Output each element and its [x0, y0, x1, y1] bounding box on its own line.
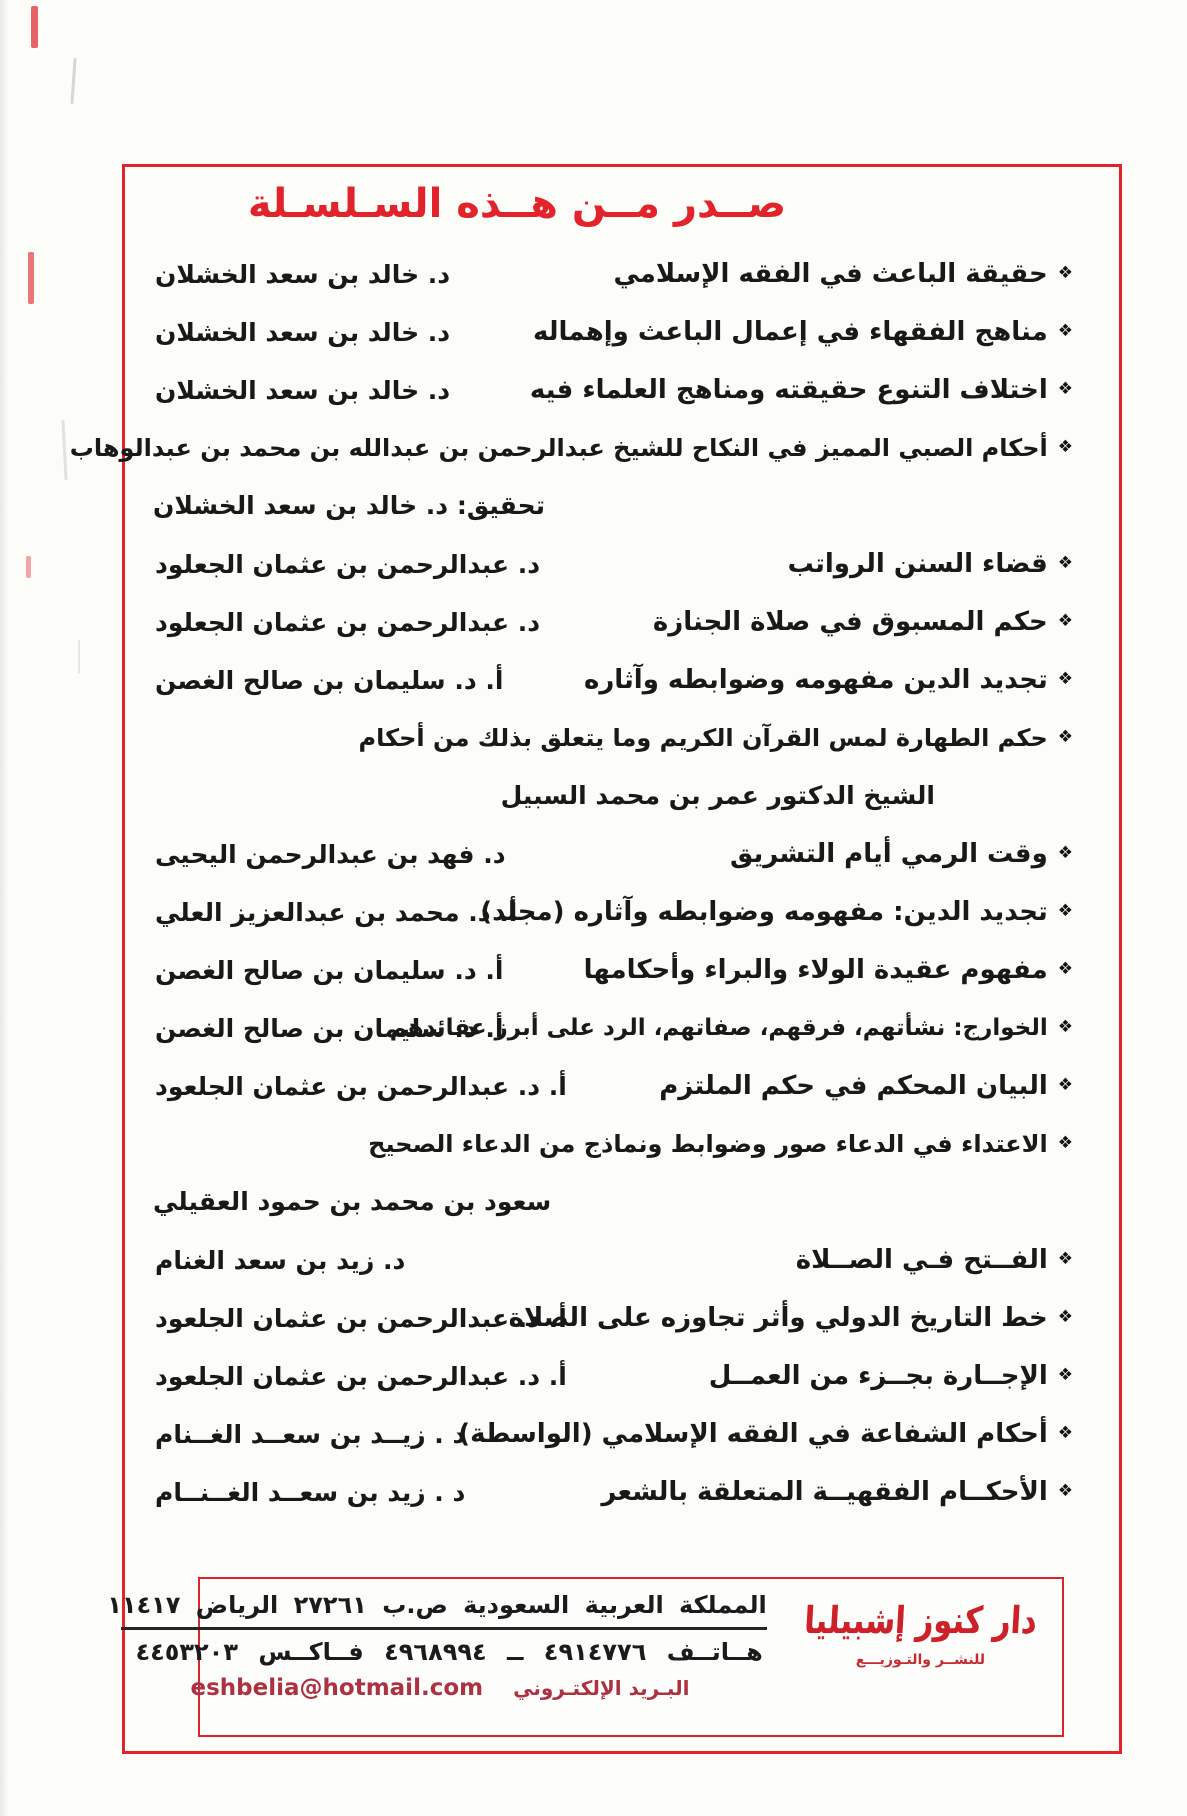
- list-item: [153, 303, 1073, 361]
- book-author: د. عبدالرحمن بن عثمان الجعلود: [155, 607, 541, 637]
- diamond-bullet-icon: ❖: [1057, 726, 1073, 747]
- book-author: د. عبدالرحمن بن عثمان الجعلود: [155, 549, 541, 579]
- book-title: وقت الرمي أيام التشريق: [730, 839, 1048, 869]
- list-item: [153, 651, 1073, 709]
- continuation-line: [153, 767, 1073, 825]
- diamond-bullet-icon: ❖: [1057, 1364, 1073, 1385]
- book-title: الإجــارة بجــزء من العمــل: [708, 1361, 1048, 1391]
- diamond-bullet-icon: ❖: [1057, 842, 1073, 863]
- page-title: صــدر مــن هــذه السـلسـلة: [247, 181, 787, 227]
- list-item: [153, 245, 1073, 303]
- scan-artifact: [78, 640, 80, 674]
- publisher-email-row: [107, 1675, 773, 1701]
- book-author: أ. د. سليمان بن صالح الغصن: [155, 665, 504, 695]
- list-item: [153, 941, 1073, 999]
- book-title: حكم الطهارة لمس القرآن الكريم وما يتعلق بذلك من أحكام: [358, 724, 1048, 752]
- book-author: د. خالد بن سعد الخشلان: [155, 317, 451, 347]
- publisher-address: المملكة العربية السعودية ص.ب ٢٧٢٦١ الرياض ١١٤١٧: [107, 1591, 767, 1619]
- publisher-info-box: [107, 1577, 1064, 1737]
- diamond-bullet-icon: ❖: [1057, 320, 1073, 341]
- list-item: [153, 1231, 1073, 1289]
- book-author: تحقيق: د. خالد بن سعد الخشلان: [153, 491, 545, 520]
- list-item: [153, 999, 1073, 1057]
- scan-artifact: [26, 556, 31, 578]
- diamond-bullet-icon: ❖: [1057, 552, 1073, 573]
- diamond-bullet-icon: ❖: [1057, 610, 1073, 631]
- book-title: تجديد الدين: مفهومه وضوابطه وآثاره (مجلد): [480, 897, 1048, 927]
- publisher-logo: [779, 1579, 1062, 1735]
- book-title: اختلاف التنوع حقيقته ومناهج العلماء فيه: [529, 375, 1048, 405]
- scan-artifact: [61, 420, 67, 480]
- book-author: د. زيد بن سعد الغنام: [155, 1245, 406, 1275]
- book-author: د. خالد بن سعد الخشلان: [155, 375, 451, 405]
- diamond-bullet-icon: ❖: [1057, 1422, 1073, 1443]
- diamond-bullet-icon: ❖: [1057, 1248, 1073, 1269]
- red-border-frame: [69, 164, 1122, 1754]
- list-item: [153, 1289, 1073, 1347]
- list-item: [153, 361, 1073, 419]
- list-item: [153, 593, 1073, 651]
- book-title: تجديد الدين مفهومه وضوابطه وآثاره: [583, 665, 1048, 695]
- list-item: [153, 1057, 1073, 1115]
- book-author: د. خالد بن سعد الخشلان: [155, 259, 451, 289]
- scan-artifact: [31, 6, 38, 48]
- divider-line: [121, 1627, 767, 1630]
- diamond-bullet-icon: ❖: [1057, 900, 1073, 921]
- publisher-contact: [95, 1579, 779, 1735]
- diamond-bullet-icon: ❖: [1057, 1480, 1073, 1501]
- book-author: أ. د. سليمان بن صالح الغصن: [155, 955, 504, 985]
- book-title: الاعتداء في الدعاء صور وضوابط ونماذج من الدعاء الصحيح: [368, 1130, 1048, 1158]
- diamond-bullet-icon: ❖: [1057, 262, 1073, 283]
- list-item: [69, 419, 1073, 477]
- book-author: سعود بن محمد بن حمود العقيلي: [153, 1187, 552, 1216]
- book-author: أ. د. عبدالرحمن بن عثمان الجلعود: [155, 1361, 567, 1391]
- book-title: الفــتح فـي الصــلاة: [795, 1245, 1048, 1275]
- book-title: أحكام الشفاعة في الفقه الإسلامي (الواسطة): [458, 1419, 1048, 1449]
- diamond-bullet-icon: ❖: [1057, 958, 1073, 979]
- book-title: مناهج الفقهاء في إعمال الباعث وإهماله: [533, 317, 1048, 347]
- book-author: د . زيد بن سعــد الغــنــام: [155, 1477, 466, 1507]
- diamond-bullet-icon: ❖: [1057, 668, 1073, 689]
- continuation-line: [153, 1173, 1073, 1231]
- book-author: أ. د. محمد بن عبدالعزيز العلي: [155, 897, 518, 927]
- book-author: أ. د. عبدالرحمن بن عثمان الجلعود: [155, 1303, 567, 1333]
- continuation-line: [153, 477, 1073, 535]
- series-book-list: [69, 245, 1073, 1521]
- list-item: [153, 825, 1073, 883]
- book-author: د . زيــد بن سعــد الغــنام: [155, 1419, 466, 1449]
- book-title: الأحكــام الفقهيــة المتعلقة بالشعر: [601, 1477, 1048, 1507]
- book-author: أ. د. سليمان بن صالح الغصن: [155, 1013, 504, 1043]
- diamond-bullet-icon: ❖: [1057, 378, 1073, 399]
- diamond-bullet-icon: ❖: [1057, 436, 1073, 457]
- book-title: مفهوم عقيدة الولاء والبراء وأحكامها: [583, 955, 1048, 985]
- publisher-logo-subtitle: للنشــر والتـوزيـــع: [855, 1652, 986, 1669]
- publisher-phone-fax: هــاتــف ٤٩١٤٧٧٦ ــ ٤٩٦٨٩٩٤ فــاكــس ٤٤٥٣٢٠٣: [135, 1638, 763, 1666]
- book-title: أحكام الصبي المميز في النكاح للشيخ عبدالرحمن بن عبدالله بن محمد بن عبدالوهاب: [69, 434, 1048, 462]
- list-item: [153, 1405, 1073, 1463]
- email-label: البـريد الإلكتـروني: [513, 1676, 690, 1700]
- book-author: د. فهد بن عبدالرحمن اليحيى: [155, 839, 506, 869]
- diamond-bullet-icon: ❖: [1057, 1306, 1073, 1327]
- list-item: [153, 1347, 1073, 1405]
- diamond-bullet-icon: ❖: [1057, 1074, 1073, 1095]
- book-title: حقيقة الباعث في الفقه الإسلامي: [613, 259, 1048, 289]
- book-title: خط التاريخ الدولي وأثر تجاوزه على الصلاة: [508, 1303, 1048, 1333]
- scan-artifact: [28, 252, 34, 304]
- diamond-bullet-icon: ❖: [1057, 1132, 1073, 1153]
- book-title: الخوارج: نشأتهم، فرقهم، صفاتهم، الرد على أبرز عقائدهم: [389, 1015, 1048, 1041]
- list-item: [153, 1115, 1073, 1173]
- email-address: eshbelia@hotmail.com: [190, 1675, 484, 1701]
- list-item: [153, 1463, 1073, 1521]
- book-author: الشيخ الدكتور عمر بن محمد السبيل: [500, 781, 935, 810]
- scan-artifact: [70, 58, 76, 104]
- list-item: [153, 535, 1073, 593]
- book-author: أ. د. عبدالرحمن بن عثمان الجلعود: [155, 1071, 567, 1101]
- list-item: [153, 883, 1073, 941]
- book-title: حكم المسبوق في صلاة الجنازة: [652, 607, 1048, 637]
- book-title: البيان المحكم في حكم الملتزم: [659, 1071, 1048, 1101]
- diamond-bullet-icon: ❖: [1057, 1016, 1073, 1037]
- list-item: [153, 709, 1073, 767]
- publisher-logo-calligraphy: دار كنوز إشبيليا: [803, 1599, 1038, 1642]
- book-title: قضاء السنن الرواتب: [787, 549, 1048, 579]
